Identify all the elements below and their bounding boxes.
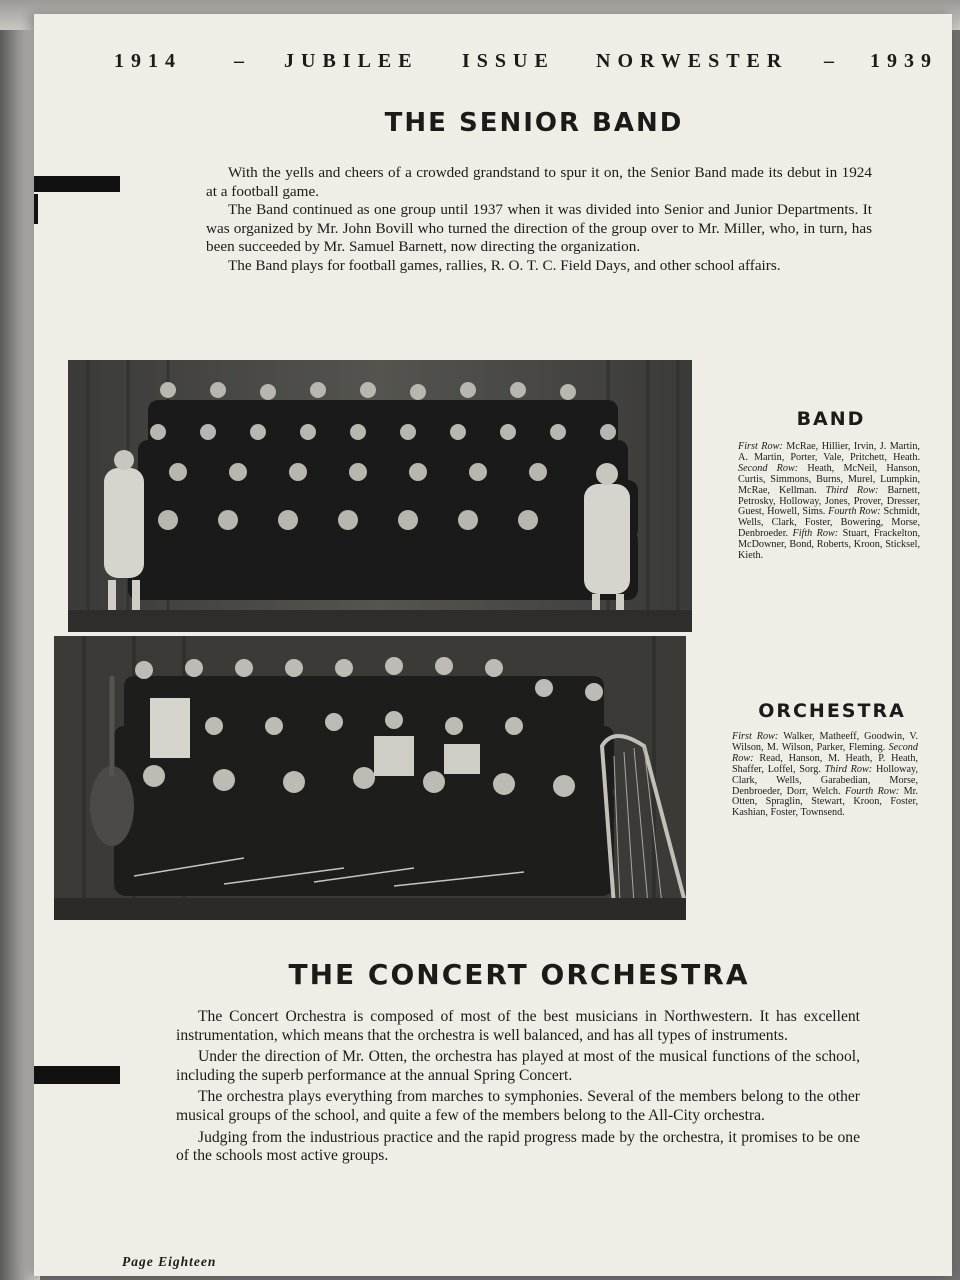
senior-band-title: THE SENIOR BAND <box>384 108 684 138</box>
row-label: Second Row: <box>738 462 808 474</box>
header-issue: ISSUE <box>462 50 555 72</box>
orchestra-caption-title: ORCHESTRA <box>758 700 906 722</box>
row-label: First Row: <box>738 441 787 452</box>
row-label: Third Row: <box>825 484 888 496</box>
header-dash: – <box>824 50 841 72</box>
row-label: Second Row: <box>732 741 918 764</box>
paragraph: The orchestra plays everything from marches to symphonies. Several of the members belong to the other musical groups of the school, and quite a few of the members belong to the All-City orchestra. <box>176 1088 860 1124</box>
row-label: First Row: <box>732 731 784 742</box>
row-names: Heath, McNeil, Hanson, Curtis, Simmons, Burns, Murel, Lumpkin, McRae, Kellman. <box>738 462 920 496</box>
paragraph: The Concert Orchestra is composed of most of the best musicians in Northwestern. It has excellent instrumentation, which means that the orchestra is well balanced, and has all types of instruments. <box>176 1008 860 1044</box>
concert-orchestra-title: THE CONCERT ORCHESTRA <box>288 958 750 991</box>
paragraph: Judging from the industrious practice and the rapid progress made by the orchestra, it promises to be one of the schools most active groups. <box>176 1128 860 1165</box>
header-year-start: 1914 <box>114 50 182 72</box>
row-names: Stuart, Frackelton, McDowner, Bond, Roberts, Kroon, Sticksel, Kieth. <box>738 528 920 562</box>
row-names: Walker, Matheeff, Goodwin, V. Wilson, M. Wilson, Parker, Fleming. <box>732 731 918 753</box>
paragraph: Under the direction of Mr. Otten, the orchestra has played at most of the musical functions of the school, including the superb performance at the annual Spring Concert. <box>176 1048 860 1084</box>
band-caption <box>738 442 920 562</box>
row-label: Fifth Row: <box>792 528 843 540</box>
senior-band-text <box>206 164 872 276</box>
row-label: Fourth Row: <box>828 506 884 518</box>
row-names: Barnett, Petrosky, Holloway, Jones, Prover, Dresser, Guest, Howell, Sims. <box>738 484 921 518</box>
row-names: McRae, Hillier, Irvin, J. Martin, A. Martin, Porter, Vale, Pritchett, Heath. <box>738 441 920 463</box>
row-label: Third Row: <box>824 763 876 775</box>
row-names: Mr. Otten, Spraglin, Stewart, Kroon, Foster, Kashian, Foster, Townsend. <box>732 785 918 819</box>
orchestra-caption <box>732 732 918 819</box>
header-name: NORWESTER <box>596 50 789 72</box>
margin-bar <box>34 194 38 224</box>
row-names: Holloway, Clark, Wells, Garabedian, Morse, Denbroeder, Dorr, Welch. <box>732 763 918 797</box>
header-year-end: 1939 <box>870 50 938 72</box>
running-head <box>114 50 960 84</box>
paragraph: The Band plays for football games, rallies, R. O. T. C. Field Days, and other school affairs. <box>228 256 781 274</box>
band-photo <box>68 360 692 632</box>
row-names: Read, Hanson, M. Heath, P. Heath, Shaffer, Loffel, Sorg. <box>732 752 918 775</box>
margin-bar <box>34 176 120 192</box>
page-number: Page Eighteen <box>122 1254 217 1269</box>
row-label: Fourth Row: <box>844 785 904 797</box>
margin-bar <box>34 1066 120 1084</box>
yearbook-page <box>34 14 952 1276</box>
paragraph: With the yells and cheers of a crowded grandstand to spur it on, the Senior Band made its debut in 1924 at a football game. <box>206 164 872 200</box>
orchestra-photo <box>54 636 686 920</box>
header-dash: – <box>234 50 251 72</box>
header-jubilee: JUBILEE <box>284 50 419 72</box>
concert-orchestra-text <box>176 1008 860 1169</box>
row-names: Schmidt, Wells, Clark, Foster, Bowering, Morse, Denbroeder. <box>738 506 920 540</box>
paragraph: The Band continued as one group until 1937 when it was divided into Senior and Junior Departments. It was organized by Mr. John Bovill who turned the direction of the group over to Mr. Miller, who, in turn, has been succeeded by Mr. Samuel Barnett, now directing the organization. <box>206 201 872 256</box>
band-caption-title: BAND <box>796 408 866 430</box>
